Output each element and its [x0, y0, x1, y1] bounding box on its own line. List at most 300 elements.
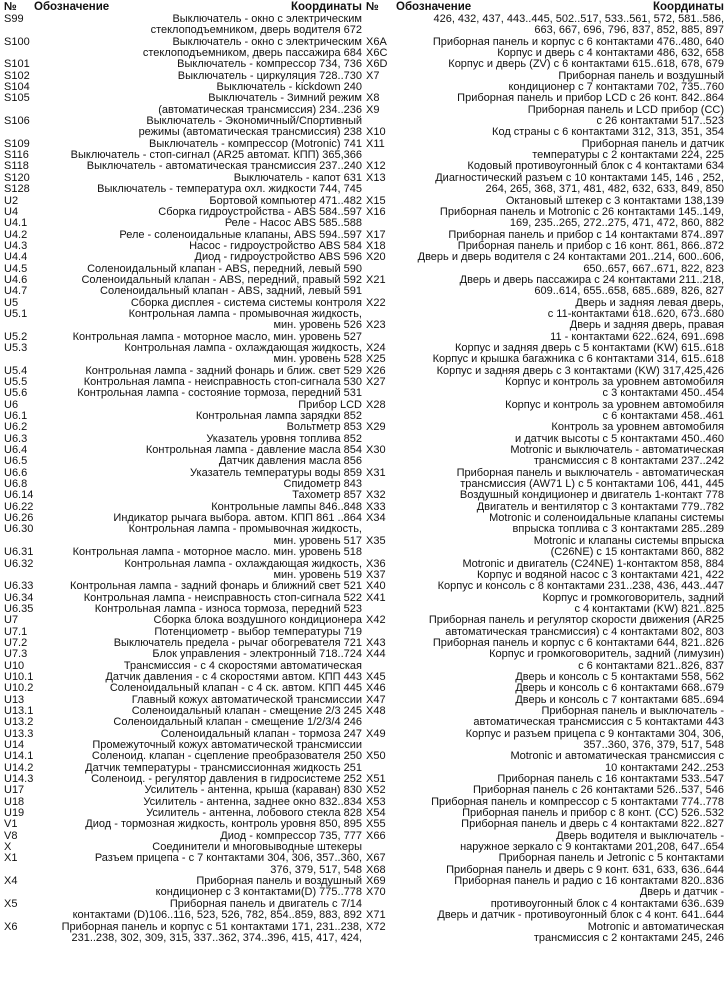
component-description: Приборная панель и регулятор скорости движения (AR25 автоматическая трансмиссия) с 4 контактами 802, 803	[428, 614, 724, 638]
component-code: S101	[4, 58, 30, 71]
component-code: U5.1	[4, 307, 28, 320]
component-code: U6.30	[4, 523, 34, 536]
table-row	[366, 751, 724, 774]
table-row	[4, 853, 362, 876]
table-row	[366, 615, 724, 638]
component-description: Соленоид. - регулятор давления в гидросистеме 252	[91, 773, 362, 786]
component-code: U19	[4, 807, 25, 820]
component-description: Выключатель предела - рычаг обогревателя 721	[113, 636, 362, 649]
header-designation: Обозначение	[34, 1, 110, 13]
component-description: Выключатель - окно с электрическим стеклоподъемником, дверь водителя 672	[150, 13, 362, 37]
component-code: S118	[4, 160, 29, 173]
component-code: U5.3	[4, 341, 28, 354]
component-description: Соленоидальный клапан - ABS, передний, левый 590	[87, 262, 362, 275]
component-description: Соединители и многовыводные штекеры	[152, 841, 362, 854]
component-code: X34	[366, 512, 386, 525]
component-code: U5.5	[4, 376, 28, 388]
component-description: Приборная панель и Jetronic с 5 контактами	[498, 852, 724, 865]
table-row	[4, 343, 362, 366]
component-description: Приборная панель и прибор с 14 контактами 874..897	[448, 228, 724, 241]
component-code: U13	[4, 693, 25, 706]
component-description: Выключатель - kickdown 240	[216, 81, 362, 94]
table-row	[366, 922, 724, 945]
component-description: Приборная панель и радио с 16 контактами 820..836	[454, 875, 724, 888]
component-description: Выключатель - стоп-сигнал (AR25 автомат. КПП) 365,366	[70, 149, 362, 162]
table-row	[366, 139, 724, 162]
component-description: Дверь и датчик - противоугонный блок с 4 контактами 636..639	[490, 886, 724, 910]
component-code: U6	[4, 398, 19, 411]
component-code: X15	[366, 194, 386, 207]
component-code: U4.4	[4, 251, 28, 264]
component-code: X9	[366, 103, 380, 116]
component-code: X70	[366, 886, 386, 899]
table-row	[366, 513, 724, 536]
component-code: U6.14	[4, 489, 34, 502]
component-description: Корпус и дверь (ZV) с 6 контактами 615..618, 678, 679	[448, 58, 724, 71]
component-description: Корпус и задняя дверь с 5 контактами (KW) 615..618	[454, 341, 724, 354]
component-code: X35	[366, 534, 386, 547]
table-row	[366, 14, 724, 37]
component-description: Соленоидальный клапан - смещение 2/3 245	[131, 704, 362, 717]
component-code: X31	[366, 466, 386, 479]
table-row	[366, 275, 724, 298]
component-description: Приборная панель и корпус с 51 контактами 171, 231..238, 231..238, 302, 309, 315, 337..362, 374..396, 415, 417, 424,	[61, 920, 362, 944]
component-code: U6.33	[4, 580, 34, 593]
component-code: U6.22	[4, 500, 34, 513]
table-row	[366, 377, 724, 400]
component-code: U7	[4, 614, 19, 627]
component-code: U13.1	[4, 704, 34, 717]
component-code: X17	[366, 228, 386, 241]
component-code: U4.3	[4, 239, 28, 252]
component-description: Контрольная лампа - неисправность стоп-сигнала 522	[83, 591, 362, 604]
component-description: Выключатель - Экономичный/Спортивный режимы (автоматическая трансмиссия) 238	[138, 115, 362, 139]
table-row	[4, 37, 362, 60]
component-code: X29	[366, 421, 386, 434]
component-code: U14.2	[4, 761, 34, 774]
table-row	[366, 536, 724, 559]
component-code: X6C	[366, 47, 388, 60]
component-code: X6A	[366, 35, 387, 48]
component-code: S105	[4, 92, 30, 105]
table-row	[366, 422, 724, 445]
component-code: S116	[4, 149, 29, 162]
component-description: Приборная панель и прибор с 16 конт. 861, 866..872	[457, 239, 724, 252]
component-code: U13.2	[4, 716, 34, 729]
component-description: Приборная панель и прибор LCD с 26 конт. 842..864	[457, 92, 724, 105]
component-description: Сборка дисплея - система системы контроля	[130, 296, 362, 309]
component-description: Октановый штекер с 3 контактами 138,139	[505, 194, 724, 207]
component-description: Контрольная лампа - задний фонарь и ближ. свет 529	[85, 364, 362, 377]
component-code: U6.3	[4, 432, 28, 445]
component-code: U4.2	[4, 228, 28, 241]
component-description: Код страны с 6 контактами 312, 313, 351, 354	[492, 126, 724, 139]
component-description: Усилитель - антенна, крыша (караван) 830	[144, 784, 362, 797]
component-code: X36	[366, 557, 386, 570]
component-description: Выключатель - циркуляция 728..730	[177, 69, 362, 82]
component-description: Соленоидальный клапан - с 4 ск. автом. КПП 445	[109, 682, 362, 695]
component-code: X69	[366, 875, 386, 888]
table-row	[4, 559, 362, 582]
component-code: U13.3	[4, 727, 34, 740]
component-description: Выключатель - компрессор (Motronic) 741	[149, 137, 362, 150]
table-row	[4, 899, 362, 922]
component-code: X32	[366, 489, 386, 502]
component-code: X26	[366, 364, 386, 377]
component-description: Приборная панель и прибор с 8 конт. (CC) 526..532	[462, 807, 724, 820]
left-rows	[4, 14, 362, 944]
component-description: Дверь водителя и выключатель - наружное зеркало с 9 контактами 201,208, 647..654	[460, 829, 724, 854]
component-description: Контроль за уровнем автомобиля и датчик высоты с 5 контактами 450..460	[515, 421, 724, 445]
component-description: Приборная панель и датчик температуры с 2 контактами 224, 225	[532, 137, 724, 162]
component-code: X20	[366, 251, 386, 264]
component-description: Корпус и консоль с 8 контактами 231..238, 436, 443..447	[437, 580, 724, 593]
component-description: Датчик давления - с 4 скоростями автом. КПП 443	[105, 670, 362, 683]
component-description: Контрольная лампа - износа тормоза, передний 523	[94, 602, 362, 615]
component-description: Motronic и двигатель (C24NE) 1-контактом 858, 884	[462, 557, 724, 570]
table-row	[4, 581, 362, 592]
component-description: Соленоидальный клапан - тормоза 247	[160, 727, 362, 740]
table-row	[366, 105, 724, 128]
component-code: U6.6	[4, 466, 28, 479]
component-code: X27	[366, 376, 386, 388]
component-description: Motronic и клапаны системы впрыска (C26NE) с 15 контактами 860, 882	[533, 534, 724, 559]
table-row	[4, 388, 362, 399]
component-code: X22	[366, 296, 386, 309]
component-description: Выключатель - капот 631	[233, 171, 362, 184]
component-description: Контрольная лампа - промывочная жидкость, мин. уровень 517	[128, 523, 362, 547]
component-code: S128	[4, 183, 30, 196]
header-designation: Обозначение	[396, 1, 472, 13]
component-code: X6D	[366, 58, 388, 71]
component-description: Кодовый противоугонный блок с 4 контактами 634	[467, 160, 724, 173]
component-description: 426, 432, 437, 443..445, 502..517, 533..561, 572, 581..586, 663, 667, 696, 796, 837, 852, 885, 897	[433, 13, 724, 37]
component-description: Бортовой компьютер 471..482	[209, 194, 362, 207]
table-row	[4, 184, 362, 195]
component-code: U6.8	[4, 478, 28, 491]
table-row	[366, 729, 724, 752]
component-description: Контрольная лампа - давление масла 854	[145, 444, 362, 457]
component-code: U6.1	[4, 410, 28, 423]
component-code: X33	[366, 500, 386, 513]
table-row	[4, 547, 362, 558]
component-description: Датчик давления масла 856	[218, 455, 362, 468]
component-code: X67	[366, 852, 386, 865]
header-coordinates: Координаты	[653, 1, 724, 13]
header-number: №	[366, 1, 379, 13]
table-row	[366, 320, 724, 343]
component-description: Контрольная лампа - моторное масло. мин. уровень 518	[72, 546, 362, 559]
component-code: U5.4	[4, 364, 28, 377]
component-description: Корпус и крышка багажника с 6 контактами 314, 615..618	[432, 353, 724, 366]
table-row	[366, 887, 724, 910]
component-description: Корпус и громкоговоритель, задний с 4 контактами (KW) 821..825	[542, 591, 724, 615]
component-code: X8	[366, 92, 380, 105]
component-description: Диод - компрессор 735, 777	[220, 829, 362, 842]
table-row	[366, 649, 724, 672]
table-row	[4, 922, 362, 945]
component-description: Приборная панель с 26 контактами 526..537, 546	[472, 784, 724, 797]
component-code: X52	[366, 784, 386, 797]
component-description: Разъем прицепа - с 7 контактами 304, 306, 357..360, 376, 379, 517, 548	[94, 852, 362, 876]
table-row	[4, 649, 362, 660]
component-description: Соленоидальный клапан - ABS, задний, левый 591	[100, 285, 362, 298]
component-code: X55	[366, 818, 386, 831]
table-row	[4, 93, 362, 116]
component-description: Реле - соленоидальные клапаны, ABS 594..597	[119, 228, 362, 241]
table-row	[4, 309, 362, 332]
component-code: X16	[366, 205, 386, 218]
component-description: Контрольная лампа - моторное масло, мин. уровень 527	[72, 330, 362, 343]
component-code: U7.2	[4, 636, 28, 649]
component-description: Блок управления - электронный 718..724	[152, 648, 362, 661]
component-code: U6.35	[4, 602, 34, 615]
component-description: Диагностический разъем с 10 контактами 145, 146 , 252, 264, 265, 368, 371, 481, 482, 632, 633, 849, 850	[435, 171, 724, 196]
component-code: U2	[4, 194, 19, 207]
component-code: S104	[4, 81, 30, 94]
table-row	[366, 173, 724, 196]
component-description: Двигатель и вентилятор с 3 контактами 779..782	[476, 500, 724, 513]
component-code: U6.5	[4, 455, 28, 468]
component-description: Трансмиссия - с 4 скоростями автоматическая	[123, 659, 362, 672]
component-code: S99	[4, 13, 24, 25]
right-header	[366, 0, 724, 14]
component-description: Прибор LCD	[298, 398, 362, 411]
component-description: Контрольная лампа - охлаждающая жидкость, мин. уровень 519	[124, 557, 362, 581]
component-description: Дверь и консоль с 5 контактами 558, 562	[515, 670, 724, 683]
component-description: Выключатель - Зимний режим (автоматическая трансмиссия) 234..236	[158, 92, 362, 116]
component-code: X11	[366, 137, 385, 150]
component-description: Выключатель - температура охл. жидкости 744, 745	[97, 183, 362, 196]
component-code: X54	[366, 807, 386, 820]
component-code: X44	[366, 648, 386, 661]
component-code: X46	[366, 682, 386, 695]
component-description: Корпус и разъем прицепа с 9 контактами 304, 306, 357..360, 376, 379, 517, 548	[465, 727, 724, 751]
component-description: Дверь и датчик - противоугонный блок с 4 конт. 641..644	[437, 909, 724, 922]
component-code: U6.26	[4, 512, 34, 525]
component-code: X7	[366, 69, 380, 82]
component-code: X10	[366, 126, 386, 139]
header-number: №	[4, 1, 17, 13]
component-description: Главный кожух автоматической трансмиссии	[131, 693, 362, 706]
component-description: Диод - тормозная жидкость, контроль уровня 850, 895	[85, 818, 362, 831]
table-row	[4, 683, 362, 694]
component-code: U6.4	[4, 444, 28, 457]
component-description: Соленоид. клапан - сцепление преобразователя 250	[91, 750, 362, 763]
component-code: X43	[366, 636, 386, 649]
component-description: Приборная панель и выключатель - автоматическая трансмиссия (AW71 L) с 5 контактами 106, 441, 445	[456, 466, 724, 491]
component-code: X28	[366, 398, 386, 411]
table-row	[366, 445, 724, 468]
component-description: Дверь и консоль с 6 контактами 668..679	[515, 682, 724, 695]
table-row	[4, 14, 362, 37]
component-description: Приборная панель и двигатель с 7/14 контактами (D)106..116, 523, 526, 782, 854..859, 883, 892	[72, 897, 362, 922]
component-description: Корпус и контроль за уровнем автомобиля с 6 контактами 458..461	[505, 398, 724, 423]
table-row	[4, 876, 362, 899]
table-row	[366, 831, 724, 854]
component-description: Указатель температуры воды 859	[190, 466, 362, 479]
component-description: Промежуточный кожух автоматической трансмиссии	[92, 739, 362, 751]
right-column	[366, 0, 724, 997]
component-description: Насос - гидроустройство ABS 584	[189, 239, 362, 252]
component-code: S102	[4, 69, 30, 82]
component-code: X30	[366, 444, 386, 457]
table-row	[4, 717, 362, 728]
component-code: X18	[366, 239, 386, 252]
component-description: Корпус и контроль за уровнем автомобиля с 3 контактами 450..454	[505, 376, 724, 400]
component-description: Выключатель - автоматическая трансмиссия 237..240	[86, 160, 362, 173]
table-row	[4, 615, 362, 626]
component-description: Дверь и дверь водителя с 24 контактами 201..214, 600..606, 650..657, 667..671, 822, 823	[417, 251, 724, 275]
component-code: X1	[4, 852, 18, 865]
component-code: U7.3	[4, 648, 28, 661]
component-description: Выключатель - компрессор 734, 736	[177, 58, 362, 71]
component-code: U10	[4, 659, 25, 672]
component-code: X21	[366, 273, 386, 286]
component-description: Сборка блока воздушного кондиционера	[153, 614, 362, 627]
component-description: Motronic и соленоидальные клапаны системы впрыска топлива с 3 контактами 285..289	[489, 512, 724, 536]
component-code: U5	[4, 296, 19, 309]
component-description: Motronic и выключатель - автоматическая трансмиссия с 8 контактами 237..242	[510, 444, 724, 468]
component-description: Приборная панель и корпус с 6 контактами 476..480, 640	[432, 35, 724, 48]
component-description: Соленоидальный клапан - ABS, передний, правый 592	[81, 273, 362, 286]
component-description: Приборная панель и LCD прибор (CC) с 26 контактами 517..523	[527, 103, 724, 128]
component-description: Контрольная лампа - промывочная жидкость, мин. уровень 526	[128, 307, 362, 332]
component-description: Motronic и автоматическая трансмиссия с 2 контактами 245, 246	[533, 920, 724, 944]
component-description: Приборная панель и дверь с 9 конт. 631, 633, 636..644	[446, 863, 724, 876]
component-description: Соленоидальный клапан - смещение 1/2/3/4 246	[113, 716, 362, 729]
component-description: Приборная панель с 16 контактами 533..547	[497, 773, 724, 786]
header-coordinates: Координаты	[291, 1, 362, 13]
table-row	[366, 910, 724, 921]
component-code: X42	[366, 614, 386, 627]
component-code: X45	[366, 670, 386, 683]
table-row	[366, 298, 724, 321]
table-row	[366, 706, 724, 729]
right-rows	[366, 14, 724, 944]
component-code: X13	[366, 171, 386, 184]
component-description: Диод - гидроустройство ABS 596	[194, 251, 362, 264]
component-description: Приборная панель и воздушный кондиционер с 7 контактами 702, 735..760	[508, 69, 724, 94]
component-description: Корпус и водяной насос с 3 контактами 421, 422	[476, 568, 724, 581]
component-description: Дверь и задняя левая дверь, с 11-контактами 618..620, 673..680	[547, 296, 724, 320]
component-description: Контрольная лампа - состояние тормоза, передний 531	[77, 387, 362, 400]
table-row	[366, 468, 724, 491]
table-row	[4, 252, 362, 263]
component-code: V8	[4, 829, 18, 842]
component-description: Усилитель - антенна, лобового стекла 828	[146, 807, 362, 820]
component-description: Индикатор рычага выбора. автом. КПП 861 ..864	[113, 512, 362, 525]
component-description: Контрольная лампа зарядки 852	[195, 410, 362, 423]
component-code: X50	[366, 750, 386, 763]
component-code: U4.5	[4, 262, 28, 275]
component-code: X51	[366, 773, 386, 786]
table-row	[366, 581, 724, 592]
component-code: X12	[366, 160, 386, 173]
component-code: X68	[366, 863, 386, 876]
table-row	[366, 207, 724, 230]
table-row	[366, 354, 724, 365]
component-description: Спидометр 843	[283, 478, 362, 491]
component-description: Приборная панель и воздушный кондиционер с 3 контактами(D) 775..778	[155, 875, 362, 899]
component-code: U4.7	[4, 285, 28, 298]
component-code: U6.2	[4, 421, 28, 434]
component-code: U18	[4, 795, 25, 808]
component-code: U6.32	[4, 557, 34, 570]
table-row	[366, 252, 724, 275]
component-description: Вольтметр 853	[286, 421, 362, 434]
component-code: U6.31	[4, 546, 34, 559]
table-row	[366, 683, 724, 694]
component-description: Реле - Насос ABS 585..588	[224, 217, 362, 230]
component-description: Корпус и задняя дверь с 3 контактами (KW) 317,425,426	[436, 364, 724, 377]
component-description: Воздушный кондиционер и двигатель 1-контакт 778	[459, 489, 724, 502]
table-row	[366, 593, 724, 616]
component-description: Усилитель - антенна, заднее окно 832..834	[143, 795, 362, 808]
component-code: X25	[366, 353, 386, 366]
component-code: X48	[366, 704, 386, 717]
component-code: X53	[366, 795, 386, 808]
component-description: Приборная панель и дверь с 4 контактами 822..827	[461, 818, 724, 831]
component-code: X6	[4, 920, 18, 933]
component-description: Приборная панель и Motronic с 26 контактами 145..149, 169, 235..265, 272..275, 471, 472, 860, 882	[439, 205, 724, 230]
component-description: Указатель уровня топлива 852	[206, 432, 362, 445]
component-code: X41	[366, 591, 386, 604]
table-row	[4, 524, 362, 547]
component-code: U14	[4, 739, 25, 751]
component-code: X47	[366, 693, 386, 706]
component-code: U5.2	[4, 330, 28, 343]
component-code: X37	[366, 568, 386, 581]
component-code: X49	[366, 727, 386, 740]
component-description: Дверь и дверь пассажира с 24 контактами 211..218, 609..614, 655..658, 685..689, 826, 827	[459, 273, 724, 298]
component-code: X23	[366, 319, 386, 332]
component-description: Приборная панель и корпус с 6 контактами 644, 821..826	[432, 636, 724, 649]
component-code: U4.1	[4, 217, 28, 230]
component-code: U7.1	[4, 625, 28, 638]
component-code: S109	[4, 137, 30, 150]
table-row	[4, 116, 362, 139]
component-description: Приборная панель и компрессор с 5 контактами 774..778	[431, 795, 724, 808]
component-description: Контрольные лампы 846..848	[211, 500, 362, 513]
left-header	[4, 0, 362, 14]
component-description: Дверь и задняя дверь, правая 11 - контактами 622..624, 691..698	[550, 319, 724, 343]
component-description: Приборная панель и выключатель - автоматическая трансмиссия с 5 контактами 443	[473, 704, 724, 729]
component-description: Корпус и дверь с 4 контактами 486, 632, 658	[497, 47, 724, 60]
component-code: X	[4, 841, 12, 854]
component-code: U17	[4, 784, 25, 797]
component-code: U5.6	[4, 387, 28, 400]
component-description: Корпус и громкоговоритель, задний (лимузин) с 6 контактами 821..826, 837	[489, 648, 724, 672]
component-code: U10.2	[4, 682, 34, 695]
component-code: U4	[4, 205, 19, 218]
component-description: Контрольная лампа - задний фонарь и ближний свет 521	[70, 580, 362, 593]
component-code: X71	[366, 909, 386, 922]
component-description: Тахометр 857	[292, 489, 362, 502]
table-row	[4, 218, 362, 229]
table-row	[4, 751, 362, 762]
component-code: X72	[366, 920, 386, 933]
component-code: X24	[366, 341, 386, 354]
component-code: X40	[366, 580, 386, 593]
component-description: Motronic и автоматическая трансмиссия с 10 контактами 242..253	[510, 750, 724, 774]
component-code: S100	[4, 35, 30, 48]
table-row	[366, 71, 724, 94]
component-description: Сборка гидроустройства - ABS 584..597	[158, 205, 362, 218]
component-code: U4.6	[4, 273, 28, 286]
component-code: X5	[4, 897, 18, 910]
component-code: V1	[4, 818, 18, 831]
